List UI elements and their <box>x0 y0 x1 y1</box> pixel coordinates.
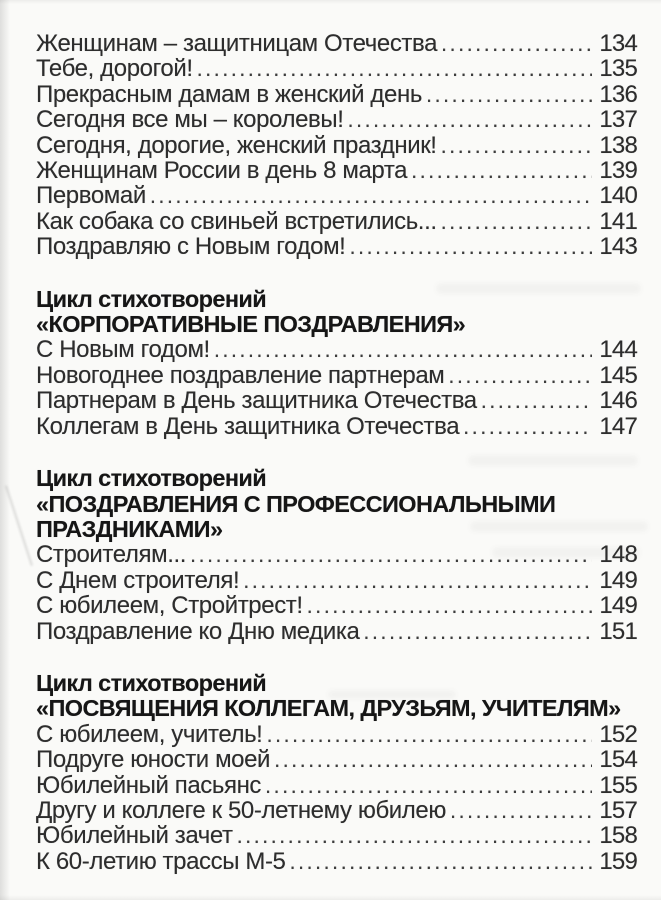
toc-entry-title: Партнерам в День защитника Отечества <box>36 387 477 415</box>
dot-leader <box>441 209 593 234</box>
table-of-contents <box>36 31 637 874</box>
toc-entry-title: Юбилейный зачет <box>36 822 233 850</box>
dot-leader <box>481 388 593 413</box>
dot-leader <box>274 747 592 772</box>
toc-entry-page-number: 138 <box>599 131 637 159</box>
toc-entry-title: Женщинам России в день 8 марта <box>36 157 408 185</box>
toc-entry-title: Сегодня все мы – королевы! <box>36 106 344 134</box>
toc-entry <box>36 414 637 439</box>
toc-entry-page-number: 155 <box>599 771 637 799</box>
toc-entry <box>36 773 637 798</box>
toc-entry-title: Тебе, дорогой! <box>36 55 193 83</box>
toc-entry-page-number: 134 <box>599 30 637 57</box>
section-heading-line: Цикл стихотворений <box>36 285 267 312</box>
toc-entry <box>36 133 637 158</box>
dot-leader <box>426 82 592 107</box>
dot-leader <box>237 823 593 848</box>
toc-entry-page-number: 143 <box>599 233 637 261</box>
toc-entry-title: Прекрасным дамам в женский день <box>36 80 422 108</box>
toc-entry <box>36 593 637 618</box>
toc-entry-page-number: 157 <box>599 796 637 824</box>
toc-entry <box>36 823 637 848</box>
dot-leader <box>463 414 592 439</box>
toc-entry <box>36 568 637 593</box>
toc-entry-page-number: 149 <box>599 592 637 620</box>
toc-entry <box>36 234 637 259</box>
dot-leader <box>150 183 593 208</box>
toc-entry-title: Первомай <box>36 182 146 210</box>
page-left-edge-shadow <box>0 0 10 900</box>
toc-section <box>36 31 637 260</box>
toc-entry <box>36 388 637 413</box>
section-heading-line: Цикл стихотворений <box>36 669 267 696</box>
toc-entry-page-number: 146 <box>599 387 637 415</box>
dot-leader <box>349 234 592 259</box>
dot-leader <box>190 542 592 567</box>
dot-leader <box>448 363 592 388</box>
toc-entry <box>36 158 637 183</box>
section-heading <box>36 466 637 542</box>
dot-leader <box>197 56 593 81</box>
toc-entry-title: Коллегам в День защитника Отечества <box>36 412 460 440</box>
toc-entry-title: Подруге юности моей <box>36 746 271 774</box>
section-heading-line: Цикл стихотворений <box>36 465 267 492</box>
dot-leader <box>265 773 592 798</box>
toc-entry <box>36 798 637 823</box>
dot-leader <box>214 337 593 362</box>
toc-entry-page-number: 158 <box>599 822 637 850</box>
toc-entry-page-number: 140 <box>599 182 637 210</box>
toc-entry-title: С Днем строителя! <box>36 566 240 594</box>
toc-entry-page-number: 159 <box>599 847 637 875</box>
toc-entry-page-number: 149 <box>599 566 637 594</box>
page-crease <box>5 485 33 566</box>
section-heading-line: ПРАЗДНИКАМИ» <box>36 515 223 542</box>
toc-entry <box>36 337 637 362</box>
toc-entry-title: Юбилейный пасьянс <box>36 771 262 799</box>
section-heading <box>36 671 637 722</box>
toc-entry <box>36 31 637 56</box>
toc-entry <box>36 542 637 567</box>
dot-leader <box>266 722 592 747</box>
toc-entry <box>36 849 637 874</box>
dot-leader <box>450 798 592 823</box>
toc-entry <box>36 56 637 81</box>
dot-leader <box>441 133 593 158</box>
toc-entry <box>36 619 637 644</box>
toc-entry-page-number: 136 <box>599 80 637 108</box>
toc-entry <box>36 722 637 747</box>
toc-entry <box>36 209 637 234</box>
toc-entry-page-number: 139 <box>599 157 637 185</box>
toc-entry <box>36 183 637 208</box>
toc-section <box>36 287 637 439</box>
toc-entry-page-number: 147 <box>599 412 637 440</box>
toc-entry-title: К 60-летию трассы М-5 <box>36 847 286 875</box>
section-entries <box>36 542 637 644</box>
section-heading-line: «ПОСВЯЩЕНИЯ КОЛЛЕГАМ, ДРУЗЬЯМ, УЧИТЕЛЯМ» <box>36 695 621 722</box>
section-heading-line: «КОРПОРАТИВНЫЕ ПОЗДРАВЛЕНИЯ» <box>36 311 466 338</box>
toc-entry-title: С юбилеем, учитель! <box>36 720 263 748</box>
toc-entry <box>36 747 637 772</box>
toc-entry-page-number: 141 <box>599 207 637 235</box>
toc-entry-title: Поздравление ко Дню медика <box>36 617 360 645</box>
section-heading-line: «ПОЗДРАВЛЕНИЯ С ПРОФЕССИОНАЛЬНЫМИ <box>36 490 556 517</box>
toc-entry-page-number: 151 <box>599 617 637 645</box>
toc-entry-title: Строителям... <box>36 541 187 569</box>
page-top-edge-shadow <box>0 0 661 4</box>
dot-leader <box>411 158 592 183</box>
dot-leader <box>347 107 592 132</box>
toc-entry-page-number: 137 <box>599 106 637 134</box>
dot-leader <box>243 568 592 593</box>
toc-entry-page-number: 145 <box>599 361 637 389</box>
toc-section <box>36 671 637 874</box>
toc-entry-page-number: 144 <box>599 336 637 364</box>
toc-entry-page-number: 154 <box>599 746 637 774</box>
dot-leader <box>290 849 593 874</box>
section-heading <box>36 287 637 338</box>
dot-leader <box>307 593 593 618</box>
dot-leader <box>441 31 592 56</box>
toc-entry-title: С юбилеем, Стройтрест! <box>36 592 303 620</box>
section-entries <box>36 337 637 439</box>
toc-entry <box>36 107 637 132</box>
toc-entry-title: Новогоднее поздравление партнерам <box>36 361 445 389</box>
toc-entry-title: Другу и коллеге к 50-летнему юбилею <box>36 796 446 824</box>
toc-entry-title: Поздравляю с Новым годом! <box>36 233 346 261</box>
section-entries <box>36 31 637 260</box>
toc-entry-title: Сегодня, дорогие, женский праздник! <box>36 131 437 159</box>
toc-entry-page-number: 148 <box>599 541 637 569</box>
toc-entry-page-number: 152 <box>599 720 637 748</box>
toc-entry-page-number: 135 <box>599 55 637 83</box>
toc-section <box>36 466 637 644</box>
toc-entry-title: Как собака со свиньей встретились... <box>36 207 437 235</box>
toc-entry <box>36 363 637 388</box>
section-entries <box>36 722 637 874</box>
page-bottom-edge-shadow <box>0 895 661 900</box>
toc-entry-title: Женщинам – защитницам Отечества <box>36 30 438 57</box>
toc-entry-title: С Новым годом! <box>36 336 210 364</box>
toc-entry <box>36 82 637 107</box>
dot-leader <box>363 619 592 644</box>
